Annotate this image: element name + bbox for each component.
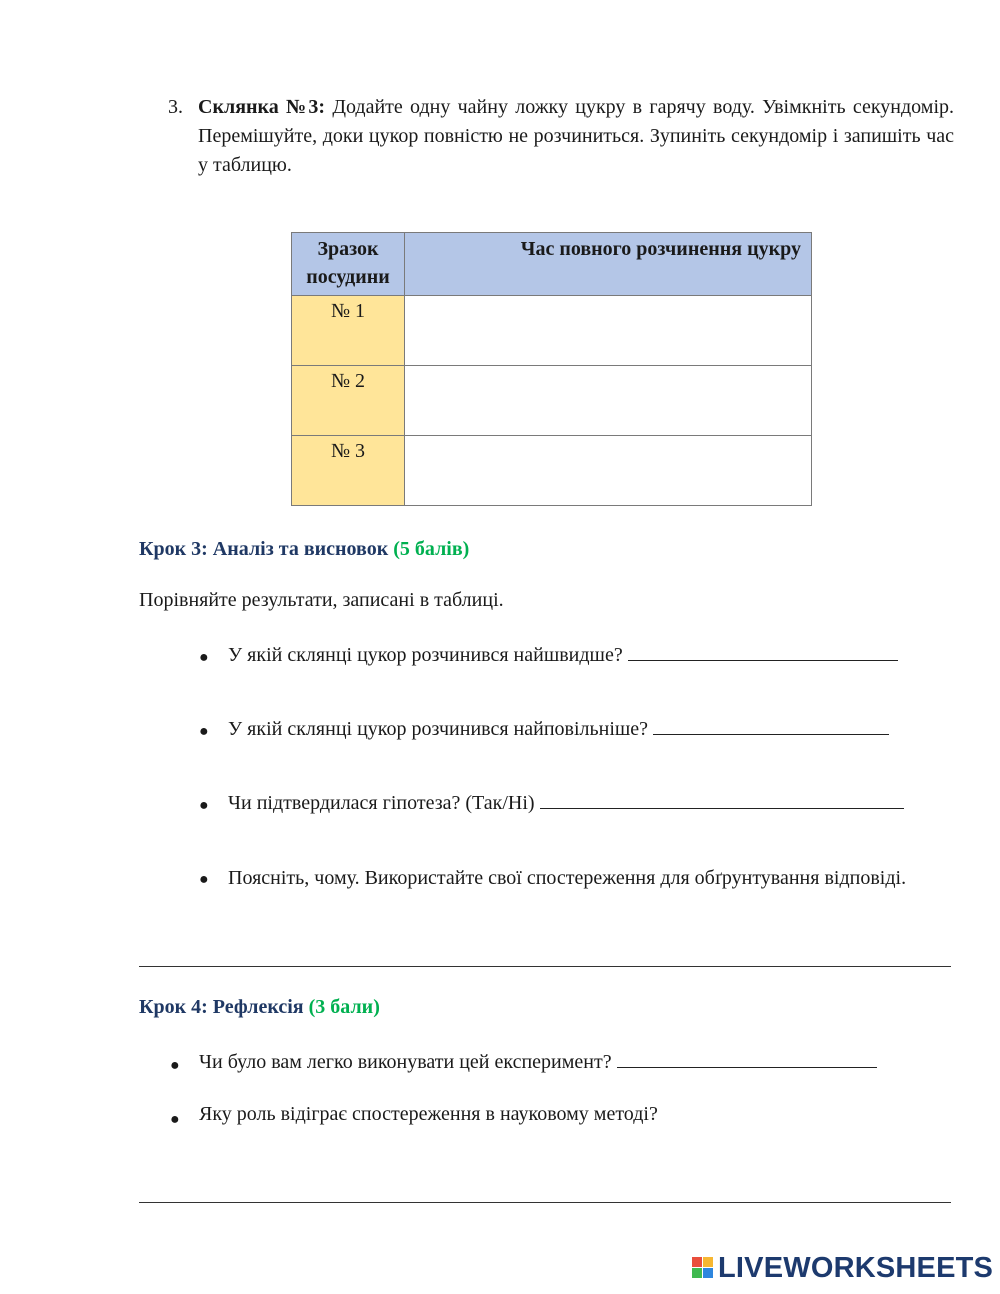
table-row	[292, 366, 812, 436]
answer-line[interactable]	[139, 1202, 951, 1203]
question-text: Яку роль відіграє спостереження в науковому методі?	[199, 1103, 658, 1125]
answer-blank[interactable]	[617, 1049, 877, 1068]
table-row	[292, 436, 812, 506]
bullet-icon: ●	[199, 649, 209, 666]
item-number: 3.	[168, 96, 183, 118]
reflection-question-2	[199, 1103, 658, 1126]
table-row	[292, 296, 812, 366]
question-text: Чи було вам легко виконувати цей експеримент?	[199, 1051, 612, 1073]
reflection-question-1	[199, 1049, 877, 1074]
bullet-icon: ●	[199, 723, 209, 740]
step3-heading-points: (5 балів)	[393, 538, 470, 560]
bullet-icon: ●	[170, 1057, 180, 1074]
answer-blank[interactable]	[653, 716, 889, 735]
answer-line[interactable]	[139, 966, 951, 967]
step4-heading-title: Крок 4: Рефлексія	[139, 996, 304, 1018]
step4-heading-points: (3 бали)	[308, 996, 380, 1018]
header-time: Час повного розчинення цукру	[405, 233, 812, 296]
question-text: У якій склянці цукор розчинився найповільніше?	[228, 718, 649, 740]
question-text: Чи підтвердилася гіпотеза? (Так/Ні)	[228, 792, 535, 814]
bullet-icon: ●	[199, 797, 209, 814]
sample-cell: № 2	[292, 366, 405, 436]
time-cell[interactable]	[405, 366, 812, 436]
step3-heading	[139, 538, 469, 561]
instruction-body: Додайте одну чайну ложку цукру в гарячу воду. Увімкніть секундомір. Перемішуйте, доки цукор повністю не розчиниться. Зупиніть секундомір і запишіть час у таблицю.	[198, 96, 954, 176]
sample-cell: № 3	[292, 436, 405, 506]
analysis-question-4: Поясніть, чому. Використайте свої спостереження для обґрунтування відповіді.	[228, 867, 907, 889]
answer-blank[interactable]	[540, 790, 904, 809]
time-cell[interactable]	[405, 436, 812, 506]
instruction-text	[198, 93, 954, 180]
analysis-question-1	[228, 642, 898, 667]
bullet-icon: ●	[199, 871, 209, 888]
step4-heading	[139, 996, 380, 1019]
question-text: У якій склянці цукор розчинився найшвидше?	[228, 644, 623, 666]
sample-cell: № 1	[292, 296, 405, 366]
analysis-question-2	[228, 716, 889, 741]
logo-mark-icon	[692, 1257, 714, 1279]
answer-blank[interactable]	[628, 642, 898, 661]
results-table	[291, 232, 812, 506]
time-cell[interactable]	[405, 296, 812, 366]
step3-heading-title: Крок 3: Аналіз та висновок	[139, 538, 389, 560]
logo-text: LIVEWORKSHEETS	[718, 1252, 994, 1284]
table-header-row	[292, 233, 812, 296]
analysis-question-3	[228, 790, 904, 815]
compare-text: Порівняйте результати, записані в таблиці.	[139, 589, 504, 611]
bullet-icon: ●	[170, 1111, 180, 1128]
instruction-lead: Склянка №3:	[198, 96, 326, 118]
instruction-item-3	[168, 93, 954, 180]
header-sample: Зразок посудини	[292, 233, 405, 296]
